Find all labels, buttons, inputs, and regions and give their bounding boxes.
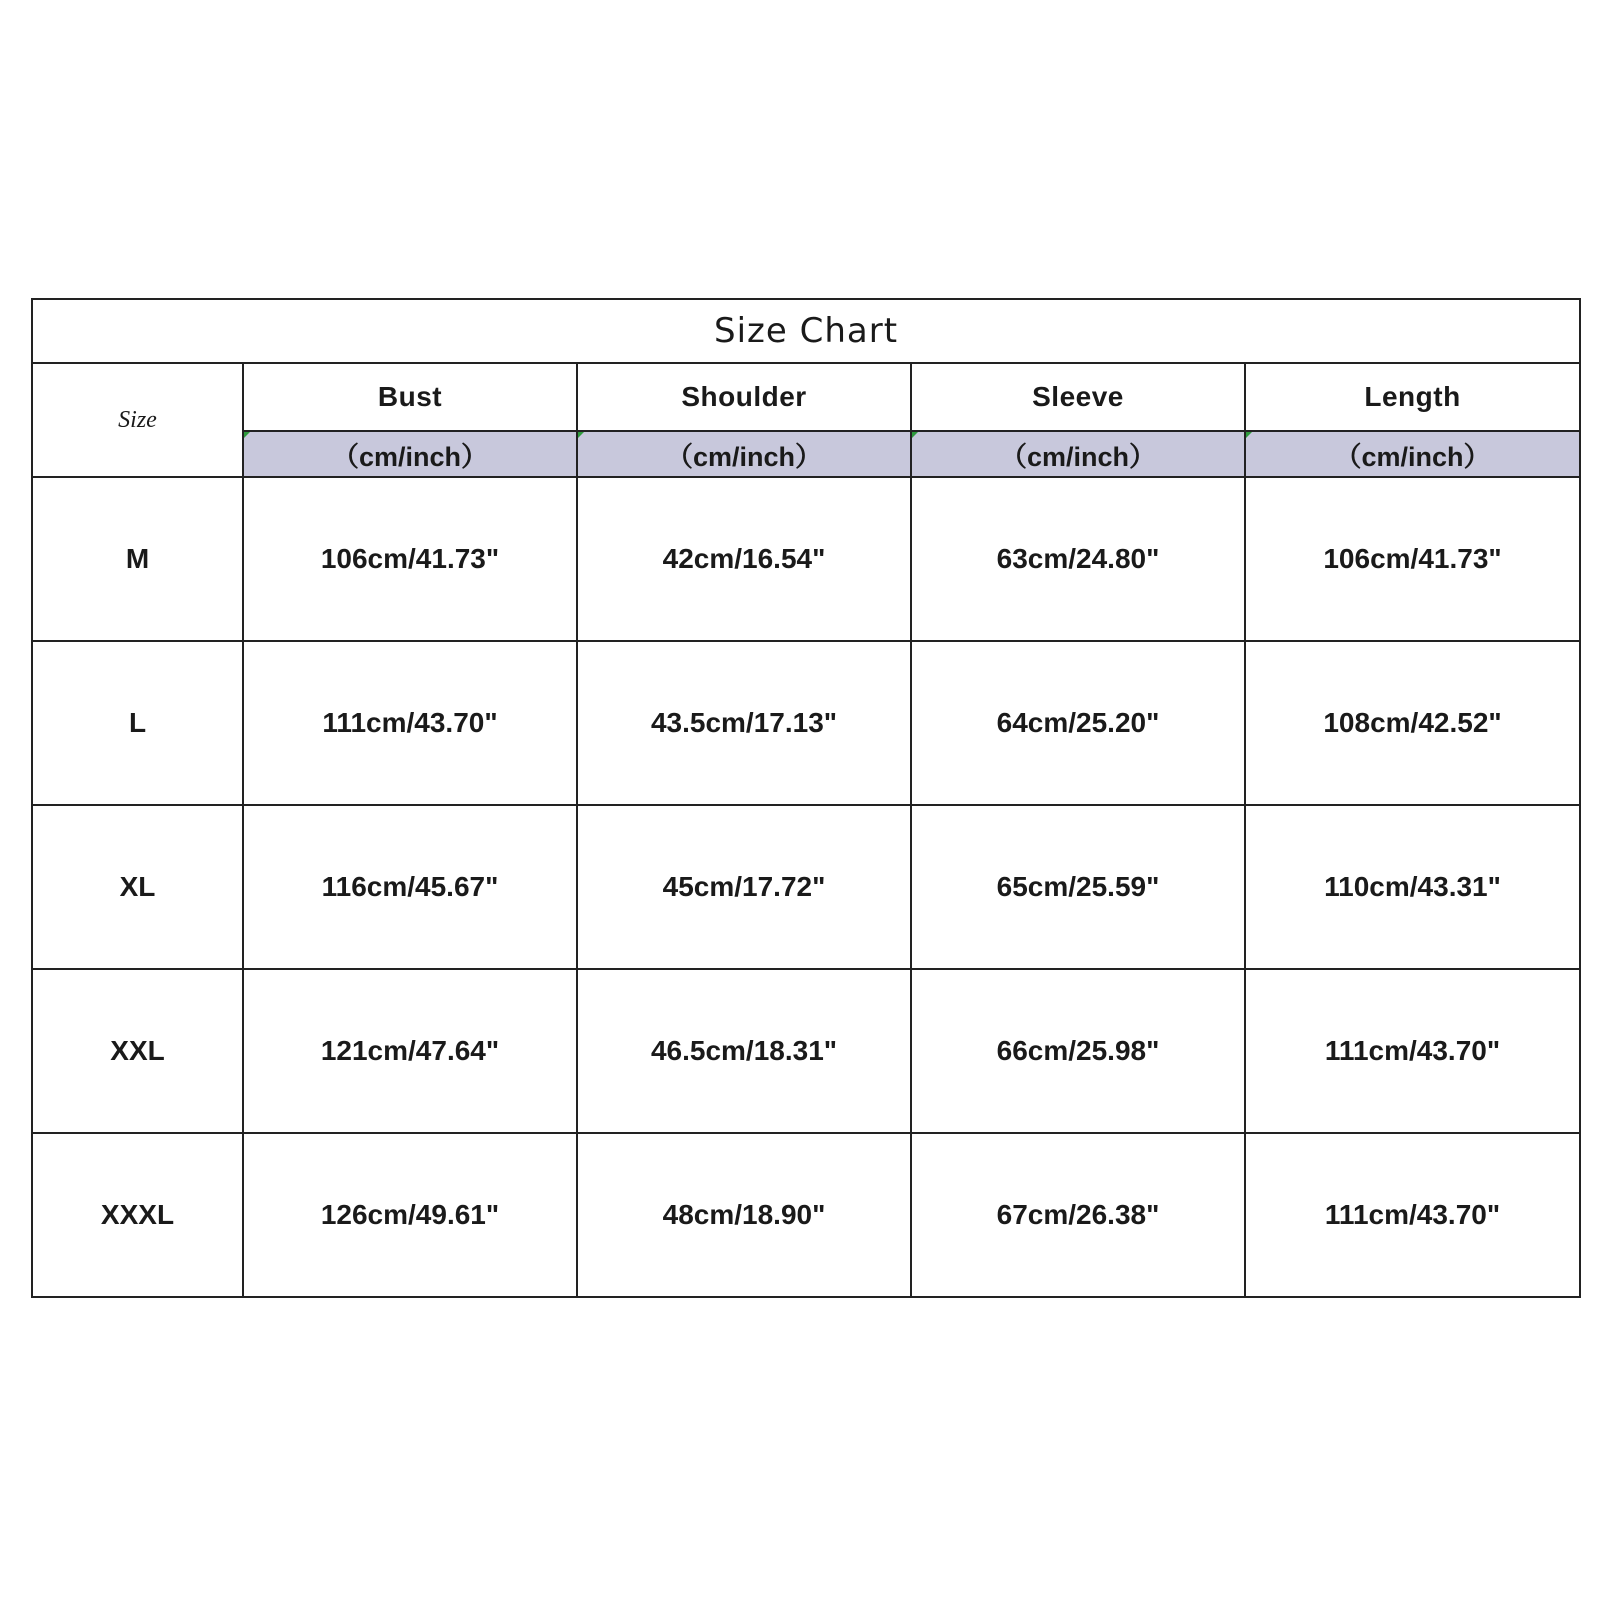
shoulder-value: 48cm/18.90" (577, 1133, 911, 1297)
unit-cell-sleeve (911, 431, 1245, 477)
table-row (32, 641, 1580, 805)
shoulder-value: 42cm/16.54" (577, 477, 911, 641)
bust-value: 106cm/41.73" (243, 477, 577, 641)
unit-label: （cm/inch） (665, 441, 823, 472)
length-value: 111cm/43.70" (1245, 969, 1580, 1133)
size-label: XL (32, 805, 243, 969)
sleeve-value: 67cm/26.38" (911, 1133, 1245, 1297)
table-row (32, 969, 1580, 1133)
size-column-header: Size (32, 363, 243, 477)
unit-label: （cm/inch） (999, 441, 1157, 472)
shoulder-value: 43.5cm/17.13" (577, 641, 911, 805)
unit-cell-bust (243, 431, 577, 477)
size-label: XXXL (32, 1133, 243, 1297)
column-header-sleeve: Sleeve (911, 363, 1245, 431)
length-value: 110cm/43.31" (1245, 805, 1580, 969)
sleeve-value: 63cm/24.80" (911, 477, 1245, 641)
column-header-bust: Bust (243, 363, 577, 431)
corner-mark (244, 432, 250, 438)
size-label: XXL (32, 969, 243, 1133)
table-row (32, 477, 1580, 641)
sleeve-value: 64cm/25.20" (911, 641, 1245, 805)
size-label: M (32, 477, 243, 641)
bust-value: 111cm/43.70" (243, 641, 577, 805)
size-chart-table (31, 298, 1581, 1298)
table-row (32, 1133, 1580, 1297)
sleeve-value: 65cm/25.59" (911, 805, 1245, 969)
corner-mark (912, 432, 918, 438)
unit-label: （cm/inch） (331, 441, 489, 472)
shoulder-value: 45cm/17.72" (577, 805, 911, 969)
corner-mark (1246, 432, 1252, 438)
bust-value: 126cm/49.61" (243, 1133, 577, 1297)
column-header-shoulder: Shoulder (577, 363, 911, 431)
column-header-row (32, 363, 1580, 431)
unit-label: （cm/inch） (1334, 441, 1491, 472)
unit-cell-shoulder (577, 431, 911, 477)
size-label: L (32, 641, 243, 805)
table-row (32, 805, 1580, 969)
sleeve-value: 66cm/25.98" (911, 969, 1245, 1133)
corner-mark (578, 432, 584, 438)
unit-row (32, 431, 1580, 477)
column-header-length: Length (1245, 363, 1580, 431)
bust-value: 121cm/47.64" (243, 969, 577, 1133)
unit-cell-length (1245, 431, 1580, 477)
length-value: 106cm/41.73" (1245, 477, 1580, 641)
shoulder-value: 46.5cm/18.31" (577, 969, 911, 1133)
length-value: 111cm/43.70" (1245, 1133, 1580, 1297)
bust-value: 116cm/45.67" (243, 805, 577, 969)
length-value: 108cm/42.52" (1245, 641, 1580, 805)
title-row (32, 299, 1580, 363)
chart-title: Size Chart (32, 299, 1580, 363)
